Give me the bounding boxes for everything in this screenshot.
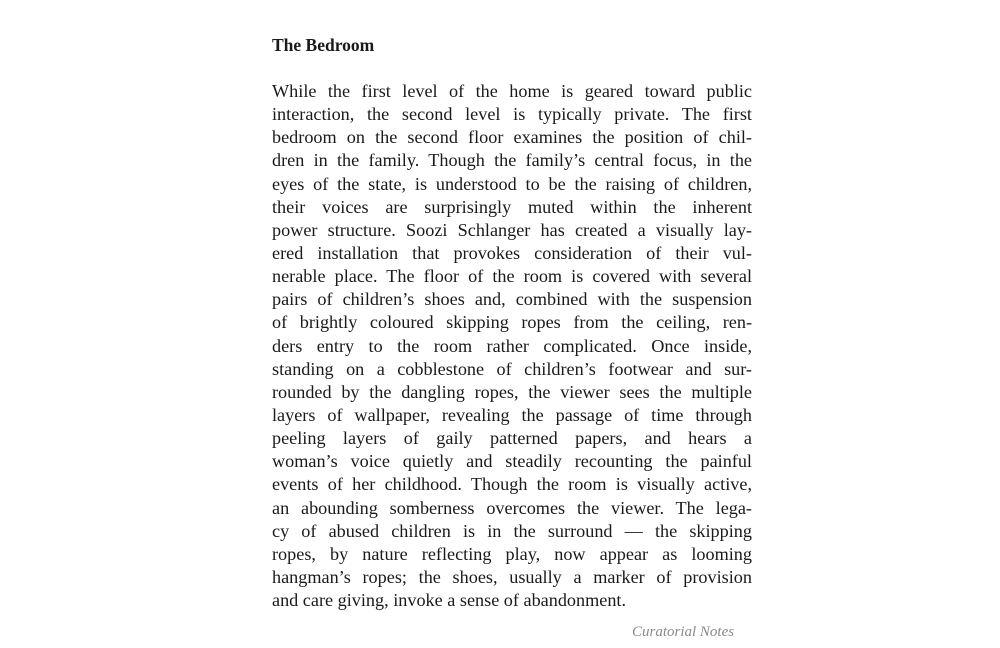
paragraph-line: power structure. Soozi Schlanger has created a visually lay- [272,219,752,240]
paragraph-line: bedroom on the second floor examines the position of chil- [272,127,752,148]
paragraph-line: peeling layers of gaily patterned papers, and hears a [272,428,752,449]
paragraph-line: ered installation that provokes consideration of their vul- [272,242,752,263]
paragraph-line: woman’s voice quietly and steadily recounting the painful [272,451,752,472]
paragraph-line: events of her childhood. Though the room is visually active, [272,474,752,495]
paragraph-line: and care giving, invoke a sense of abandonment. [272,590,627,611]
body-paragraph [272,80,752,612]
paragraph-line: interaction, the second level is typically private. The first [272,104,752,125]
paragraph-line: nerable place. The floor of the room is covered with several [272,266,752,287]
paragraph-line: hangman’s ropes; the shoes, usually a marker of provision [272,566,752,587]
paragraph-line: dren in the family. Though the family’s central focus, in the [272,150,752,171]
paragraph-line: eyes of the state, is understood to be the raising of children, [272,173,752,194]
paragraph-line: ders entry to the room rather complicated. Once inside, [272,335,752,356]
paragraph-line: layers of wallpaper, revealing the passage of time through [272,404,752,425]
paragraph-line: cy of abused children is in the surround — the skipping [272,520,752,541]
paragraph-line: of brightly coloured skipping ropes from the ceiling, ren- [272,312,752,333]
paragraph-line: While the first level of the home is geared toward public [272,81,752,101]
paragraph-line: ropes, by nature reflecting play, now appear as looming [272,543,752,564]
paragraph-line: their voices are surprisingly muted within the inherent [272,196,752,217]
paragraph-line: pairs of children’s shoes and, combined with the suspension [272,289,752,310]
section-heading: The Bedroom [272,35,375,55]
paragraph-line: an abounding somberness overcomes the viewer. The lega- [272,497,752,518]
caption-attribution: Curatorial Notes [632,624,735,640]
paragraph-line: standing on a cobblestone of children’s footwear and sur- [272,358,752,379]
paragraph-line: rounded by the dangling ropes, the viewer sees the multiple [272,381,752,402]
